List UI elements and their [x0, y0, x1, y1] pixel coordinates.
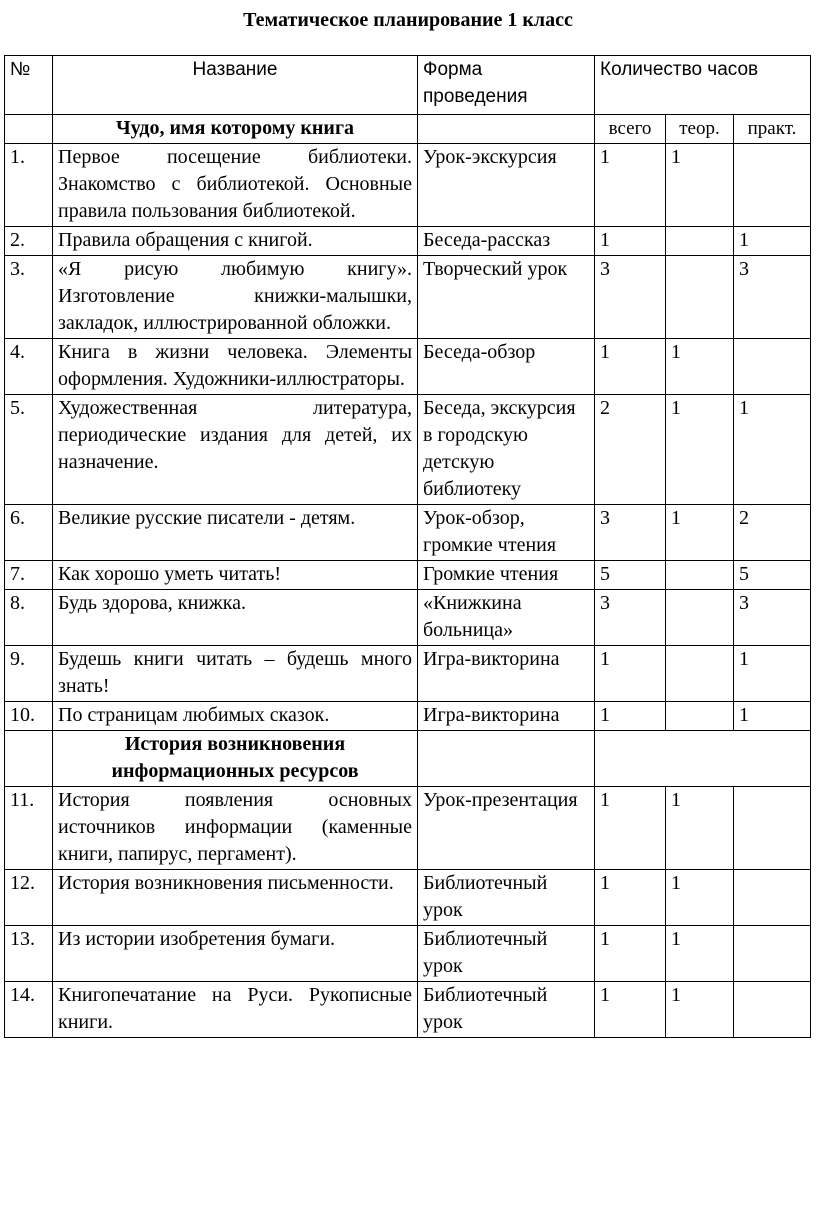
header-hours: Количество часов [595, 56, 811, 115]
lesson-form: Урок-презентация [418, 787, 595, 870]
lesson-form: Библиотечный урок [418, 870, 595, 926]
table-row [5, 395, 811, 505]
row-number: 7. [5, 561, 53, 590]
row-number: 4. [5, 339, 53, 395]
hours-practice: 1 [734, 395, 811, 505]
row-number: 13. [5, 926, 53, 982]
hours-theory: 1 [666, 395, 734, 505]
lesson-name: Будь здорова, книжка. [53, 590, 418, 646]
section-2-title: История возникновения информационных ресурсов [53, 731, 418, 787]
row-number: 11. [5, 787, 53, 870]
hours-total: 1 [595, 787, 666, 870]
hours-total: 1 [595, 646, 666, 702]
hours-total: 1 [595, 144, 666, 227]
lesson-form: Библиотечный урок [418, 926, 595, 982]
table-row [5, 505, 811, 561]
table-row [5, 870, 811, 926]
row-number: 9. [5, 646, 53, 702]
section-2-form [418, 731, 595, 787]
hours-theory [666, 227, 734, 256]
table-row [5, 144, 811, 227]
hours-theory: 1 [666, 787, 734, 870]
section-1-form [418, 115, 595, 144]
hours-total: 1 [595, 702, 666, 731]
hours-theory [666, 256, 734, 339]
section-2-hours [595, 731, 811, 787]
row-number: 8. [5, 590, 53, 646]
section-2-num [5, 731, 53, 787]
lesson-name: Художественная литература, периодические издания для детей, их назначение. [53, 395, 418, 505]
lesson-form: Творческий урок [418, 256, 595, 339]
section-row-2 [5, 731, 811, 787]
lesson-name: Из истории изобретения бумаги. [53, 926, 418, 982]
lesson-name: Правила обращения с книгой. [53, 227, 418, 256]
hours-practice [734, 339, 811, 395]
hours-total: 1 [595, 870, 666, 926]
row-number: 1. [5, 144, 53, 227]
section-row-1 [5, 115, 811, 144]
hours-theory: 1 [666, 339, 734, 395]
table-row [5, 926, 811, 982]
row-number: 12. [5, 870, 53, 926]
lesson-form: Урок-обзор, громкие чтения [418, 505, 595, 561]
hours-practice: 1 [734, 702, 811, 731]
sub-header-practice: практ. [734, 115, 811, 144]
thematic-plan-table [4, 55, 811, 1038]
header-name: Название [53, 56, 418, 115]
lesson-form: Беседа-обзор [418, 339, 595, 395]
row-number: 6. [5, 505, 53, 561]
page-title: Тематическое планирование 1 класс [243, 9, 573, 31]
table-row [5, 646, 811, 702]
header-num: № [5, 56, 53, 115]
hours-theory: 1 [666, 144, 734, 227]
hours-practice [734, 787, 811, 870]
lesson-name: «Я рисую любимую книгу». Изготовление книжки-малышки, закладок, иллюстрированной обложки. [53, 256, 418, 339]
row-number: 3. [5, 256, 53, 339]
table-row [5, 339, 811, 395]
row-number: 14. [5, 982, 53, 1038]
hours-theory: 1 [666, 982, 734, 1038]
table-row [5, 702, 811, 731]
lesson-name: История появления основных источников информации (каменные книги, папирус, пергамент). [53, 787, 418, 870]
hours-practice [734, 144, 811, 227]
hours-practice [734, 870, 811, 926]
lesson-name: Великие русские писатели - детям. [53, 505, 418, 561]
row-number: 10. [5, 702, 53, 731]
table-row [5, 982, 811, 1038]
hours-theory: 1 [666, 926, 734, 982]
lesson-name: Книгопечатание на Руси. Рукописные книги. [53, 982, 418, 1038]
hours-total: 1 [595, 982, 666, 1038]
section-1-num [5, 115, 53, 144]
lesson-name: Будешь книги читать – будешь много знать! [53, 646, 418, 702]
hours-practice: 1 [734, 646, 811, 702]
lesson-form: Библиотечный урок [418, 982, 595, 1038]
lesson-name: История возникновения письменности. [53, 870, 418, 926]
lesson-form: Игра-викторина [418, 702, 595, 731]
hours-theory [666, 561, 734, 590]
table-row [5, 227, 811, 256]
table-row [5, 256, 811, 339]
lesson-name: По страницам любимых сказок. [53, 702, 418, 731]
lesson-form: Беседа, экскурсия в городскую детскую библиотеку [418, 395, 595, 505]
lesson-form: Игра-викторина [418, 646, 595, 702]
hours-total: 3 [595, 505, 666, 561]
hours-practice [734, 982, 811, 1038]
lesson-form: Громкие чтения [418, 561, 595, 590]
hours-theory: 1 [666, 505, 734, 561]
hours-theory [666, 590, 734, 646]
hours-total: 5 [595, 561, 666, 590]
lesson-form: Беседа-рассказ [418, 227, 595, 256]
lesson-name: Книга в жизни человека. Элементы оформления. Художники-иллюстраторы. [53, 339, 418, 395]
hours-total: 3 [595, 590, 666, 646]
hours-practice: 2 [734, 505, 811, 561]
row-number: 5. [5, 395, 53, 505]
header-row [5, 56, 811, 115]
lesson-name: Первое посещение библиотеки. Знакомство с библиотекой. Основные правила пользования библиотекой. [53, 144, 418, 227]
hours-total: 2 [595, 395, 666, 505]
hours-theory [666, 646, 734, 702]
lesson-form: Урок-экскурсия [418, 144, 595, 227]
hours-total: 1 [595, 926, 666, 982]
header-form: Форма проведения [418, 56, 595, 115]
section-1-title: Чудо, имя которому книга [53, 115, 418, 144]
table-row [5, 787, 811, 870]
hours-theory [666, 702, 734, 731]
hours-theory: 1 [666, 870, 734, 926]
row-number: 2. [5, 227, 53, 256]
hours-practice: 3 [734, 256, 811, 339]
hours-total: 1 [595, 339, 666, 395]
sub-header-theory: теор. [666, 115, 734, 144]
lesson-name: Как хорошо уметь читать! [53, 561, 418, 590]
hours-practice: 3 [734, 590, 811, 646]
hours-practice: 1 [734, 227, 811, 256]
hours-practice [734, 926, 811, 982]
hours-total: 1 [595, 227, 666, 256]
hours-practice: 5 [734, 561, 811, 590]
hours-total: 3 [595, 256, 666, 339]
table-row [5, 590, 811, 646]
lesson-form: «Книжкина больница» [418, 590, 595, 646]
table-row [5, 561, 811, 590]
sub-header-total: всего [595, 115, 666, 144]
